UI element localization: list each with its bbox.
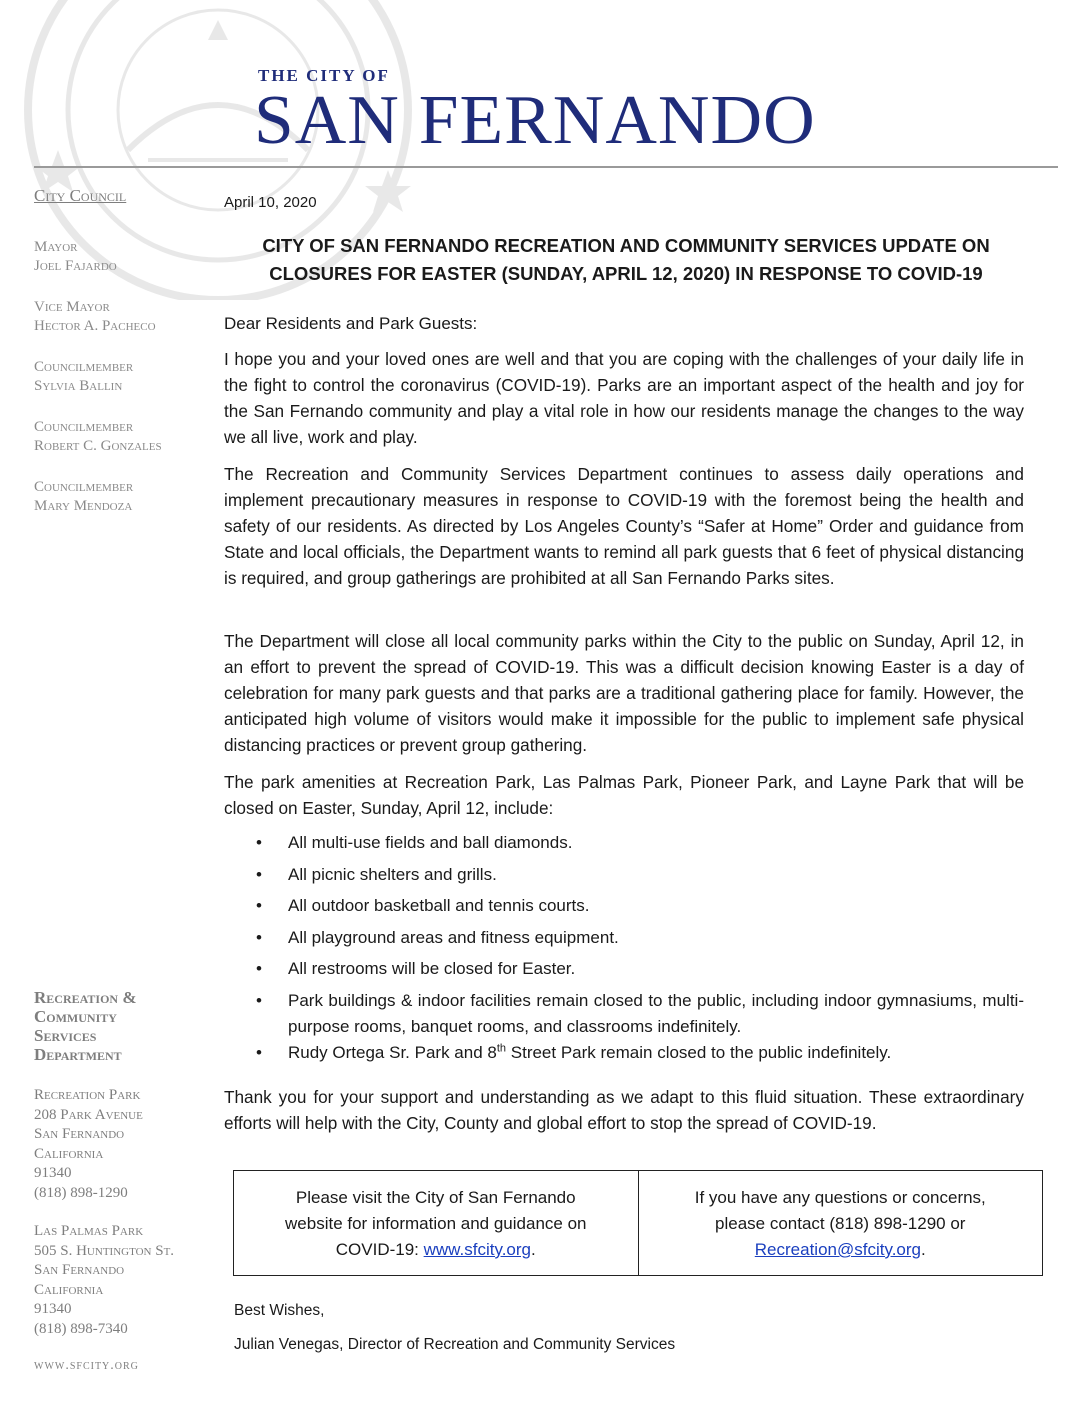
- header-divider: [34, 166, 1058, 168]
- department-line: Recreation &: [34, 988, 137, 1007]
- member-name: Mary Mendoza: [34, 498, 133, 514]
- member-name: Joel Fajardo: [34, 258, 117, 274]
- paragraph-closure: The Department will close all local community parks within the City to the public on Sunday, April 12, in an effort to prevent the spread of COVID-19. This was a difficult decision knowing Easter is a day of celebration for many park guests and that parks are a traditional gathering place for family. However, the anticipated high volume of visitors would make it impossible for the public to implement safe physical distancing practices or prevent group gathering.: [224, 631, 1024, 755]
- city-council-heading: City Council: [34, 186, 127, 205]
- contact-suffix: .: [531, 1240, 536, 1259]
- park-address-recreation: [34, 1086, 214, 1203]
- member-name: Hector A. Pacheco: [34, 318, 156, 334]
- park-zip: 91340: [34, 1301, 72, 1317]
- list-item-text: All multi-use fields and ball diamonds.: [288, 833, 573, 852]
- park-city: San Fernando: [34, 1126, 125, 1142]
- council-member: [34, 358, 214, 396]
- park-phone: (818) 898-7340: [34, 1320, 128, 1337]
- contact-text: Please visit the City of San Fernando: [295, 1188, 576, 1207]
- letter-date: April 10, 2020: [224, 194, 317, 211]
- logo-city-of: THE CITY OF: [258, 66, 390, 85]
- council-member: [34, 298, 214, 336]
- contact-website-cell: [234, 1171, 638, 1275]
- member-role: Councilmember: [34, 419, 134, 435]
- contact-text: please contact (818) 898-1290 or: [715, 1214, 966, 1233]
- contact-prefix: COVID-19:: [335, 1240, 424, 1259]
- list-item-text: All outdoor basketball and tennis courts.: [288, 896, 590, 915]
- park-street: 505 S. Huntington St.: [34, 1242, 175, 1259]
- list-item-text: All picnic shelters and grills.: [288, 864, 497, 884]
- paragraph-intro: I hope you and your loved ones are well and that you are coping with the challenges of your daily life in the fight to control the coronavirus (COVID-19). Parks are an important aspect of the health and joy for the San Fernando community and play a vital role in how our residents manage the changes to the way we all live, work and play.: [224, 349, 1024, 447]
- park-name: Las Palmas Park: [34, 1223, 144, 1239]
- signoff: Best Wishes,: [234, 1302, 325, 1319]
- council-member: [34, 238, 214, 276]
- paragraph-amenities: The park amenities at Recreation Park, Las Palmas Park, Pioneer Park, and Layne Park that will be closed on Easter, Sunday, April 12, include:: [224, 772, 1024, 818]
- park-street: 208 Park Avenue: [34, 1106, 143, 1123]
- park-state: California: [34, 1145, 104, 1162]
- website-link[interactable]: www.sfcity.org: [423, 1240, 531, 1259]
- list-item: [250, 988, 1024, 1040]
- title-line: CLOSURES FOR EASTER (SUNDAY, APRIL 12, 2020) IN RESPONSE TO COVID-19: [269, 263, 983, 284]
- list-item-text: All playground areas and fitness equipment.: [288, 927, 619, 947]
- contact-suffix: .: [921, 1240, 926, 1259]
- department-line: Community: [34, 1007, 117, 1026]
- member-name: Sylvia Ballin: [34, 378, 123, 394]
- list-item: [250, 893, 1024, 919]
- closure-list: [250, 830, 1024, 1071]
- member-role: Councilmember: [34, 479, 134, 495]
- bullet-icon: •: [256, 959, 262, 978]
- bullet-icon: •: [256, 1042, 262, 1062]
- list-item-text: Rudy Ortega Sr. Park and 8: [288, 1042, 497, 1062]
- council-member: [34, 478, 214, 516]
- park-address-las-palmas: [34, 1222, 214, 1339]
- sidebar-website[interactable]: www.sfcity.org: [34, 1358, 139, 1373]
- contact-text: [234, 1237, 638, 1263]
- list-item: [250, 956, 1024, 982]
- contact-box: [233, 1170, 1043, 1276]
- member-name: Robert C. Gonzales: [34, 438, 162, 454]
- paragraph-thanks: Thank you for your support and understanding as we adapt to this fluid situation. These extraordinary efforts will help with the City, County and global effort to stop the spread of COVID-19.: [224, 1087, 1024, 1133]
- contact-email-cell: [638, 1171, 1043, 1275]
- salutation: Dear Residents and Park Guests:: [224, 314, 478, 333]
- department-line: Department: [34, 1045, 122, 1064]
- list-item-text: All restrooms will be closed for Easter.: [288, 959, 576, 978]
- list-item-text: Street Park remain closed to the public indefinitely.: [506, 1042, 892, 1062]
- bullet-icon: •: [256, 833, 262, 852]
- list-item: [250, 925, 1024, 951]
- park-name: Recreation Park: [34, 1087, 141, 1103]
- logo-san-fernando: SAN FERNANDO: [254, 82, 816, 159]
- member-role: Vice Mayor: [34, 299, 110, 315]
- park-state: California: [34, 1281, 104, 1298]
- list-item: [250, 830, 1024, 856]
- member-role: Mayor: [34, 239, 78, 255]
- list-item-text: Park buildings & indoor facilities remain closed to the public, including indoor gymnasiums, multi-purpose rooms, banquet rooms, and classrooms indefinitely.: [288, 990, 1024, 1036]
- sidebar-city-council: [34, 186, 214, 516]
- email-link[interactable]: Recreation@sfcity.org: [754, 1240, 921, 1259]
- ordinal-suffix: th: [496, 1041, 507, 1054]
- contact-text: If you have any questions or concerns,: [694, 1188, 986, 1207]
- department-name: [34, 988, 214, 1064]
- bullet-icon: •: [256, 990, 262, 1010]
- signature-line: Julian Venegas, Director of Recreation and Community Services: [234, 1336, 676, 1353]
- list-item: [250, 1040, 1024, 1066]
- park-phone: (818) 898-1290: [34, 1184, 128, 1201]
- bullet-icon: •: [256, 896, 262, 915]
- department-line: Services: [34, 1026, 97, 1045]
- list-item: [250, 862, 1024, 888]
- contact-text: [639, 1237, 1043, 1263]
- bullet-icon: •: [256, 864, 262, 884]
- council-member: [34, 418, 214, 456]
- bullet-icon: •: [256, 927, 262, 947]
- park-zip: 91340: [34, 1165, 72, 1181]
- park-city: San Fernando: [34, 1262, 125, 1278]
- paragraph-department: The Recreation and Community Services Department continues to assess daily operations and implement precautionary measures in response to COVID-19 with the foremost being the health and safety of our residents. As directed by Los Angeles County’s “Safer at Home” Order and guidance from State and local officials, the Department wants to remind all park guests that 6 feet of physical distancing is required, and group gatherings are prohibited at all San Fernando Parks sites.: [224, 464, 1024, 588]
- letter-title: [224, 232, 1028, 288]
- contact-text: website for information and guidance on: [285, 1214, 587, 1233]
- title-line: CITY OF SAN FERNANDO RECREATION AND COMMUNITY SERVICES UPDATE ON: [262, 235, 990, 256]
- member-role: Councilmember: [34, 359, 134, 375]
